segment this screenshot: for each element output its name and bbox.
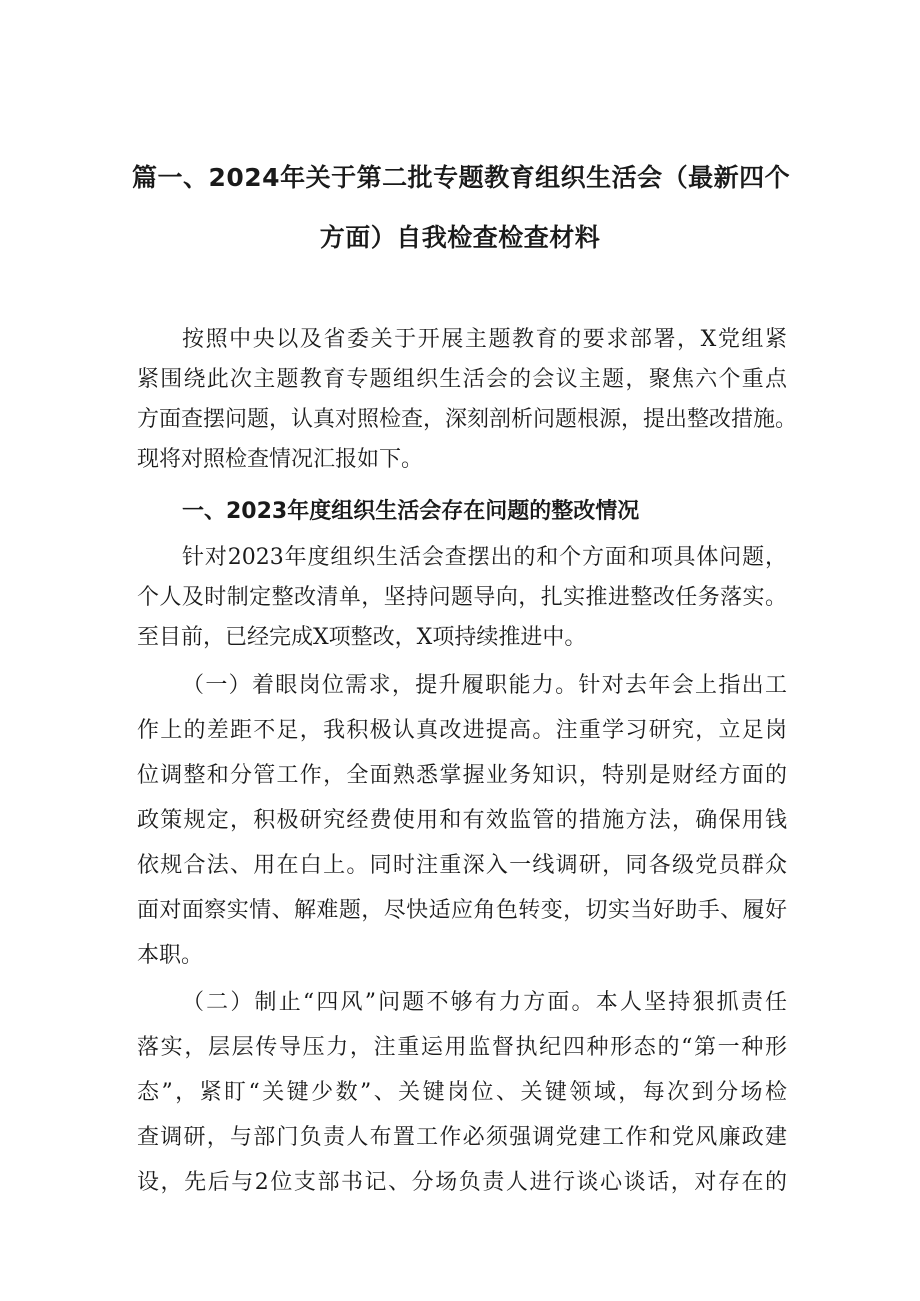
- paragraph-3-line: 作上的差距不足，我积极认真改进提高。注重学习研究，立足岗: [137, 718, 787, 743]
- paragraph-1-line: 按照中央以及省委关于开展主题教育的要求部署，X党组紧: [182, 327, 787, 352]
- paragraph-3-line: 本职。: [137, 943, 204, 968]
- paragraph-1-line: 现将对照检查情况汇报如下。: [137, 447, 424, 472]
- paragraph-4-line: 落实，层层传导压力，注重运用监督执纪四种形态的“第一种形: [137, 1035, 787, 1060]
- paragraph-3-line: 依规合法、用在白上。同时注重深入一线调研，同各级党员群众: [137, 853, 787, 878]
- paragraph-4-line: 查调研，与部门负责人布置工作必须强调党建工作和党风廉政建: [137, 1125, 787, 1150]
- paragraph-2-line: 个人及时制定整改清单，坚持问题导向，扎实推进整改任务落实。: [137, 585, 787, 610]
- paragraph-3-line: 面对面察实情、解难题，尽快适应角色转变，切实当好助手、履好: [137, 898, 787, 923]
- paragraph-2-line: 针对2023年度组织生活会查摆出的和个方面和项具体问题，: [182, 545, 787, 570]
- paragraph-4-line: （二）制止“四风”问题不够有力方面。本人坚持狠抓责任: [182, 990, 787, 1015]
- paragraph-1-line: 紧围绕此次主题教育专题组织生活会的会议主题，聚焦六个重点: [137, 367, 787, 392]
- document-title-line-1: 篇一、2024年关于第二批专题教育组织生活会（最新四个: [132, 163, 791, 192]
- paragraph-4-line: 态”，紧盯“关键少数”、关键岗位、关键领域，每次到分场检: [137, 1080, 787, 1105]
- paragraph-2-line: 至目前，已经完成X项整改，X项持续推进中。: [137, 625, 587, 650]
- paragraph-3-line: 位调整和分管工作，全面熟悉掌握业务知识，特别是财经方面的: [137, 763, 787, 788]
- paragraph-4-line: 设，先后与2位支部书记、分场负责人进行谈心谈话，对存在的: [137, 1170, 787, 1195]
- paragraph-3-line: （一）着眼岗位需求，提升履职能力。针对去年会上指出工: [182, 673, 787, 698]
- document-title-line-2: 方面）自我检查检查材料: [319, 223, 601, 252]
- section-heading: 一、2023年度组织生活会存在问题的整改情况: [182, 499, 640, 524]
- paragraph-1-line: 方面查摆问题，认真对照检查，深刻剖析问题根源，提出整改措施。: [137, 407, 798, 432]
- paragraph-3-line: 政策规定，积极研究经费使用和有效监管的措施方法，确保用钱: [137, 808, 787, 833]
